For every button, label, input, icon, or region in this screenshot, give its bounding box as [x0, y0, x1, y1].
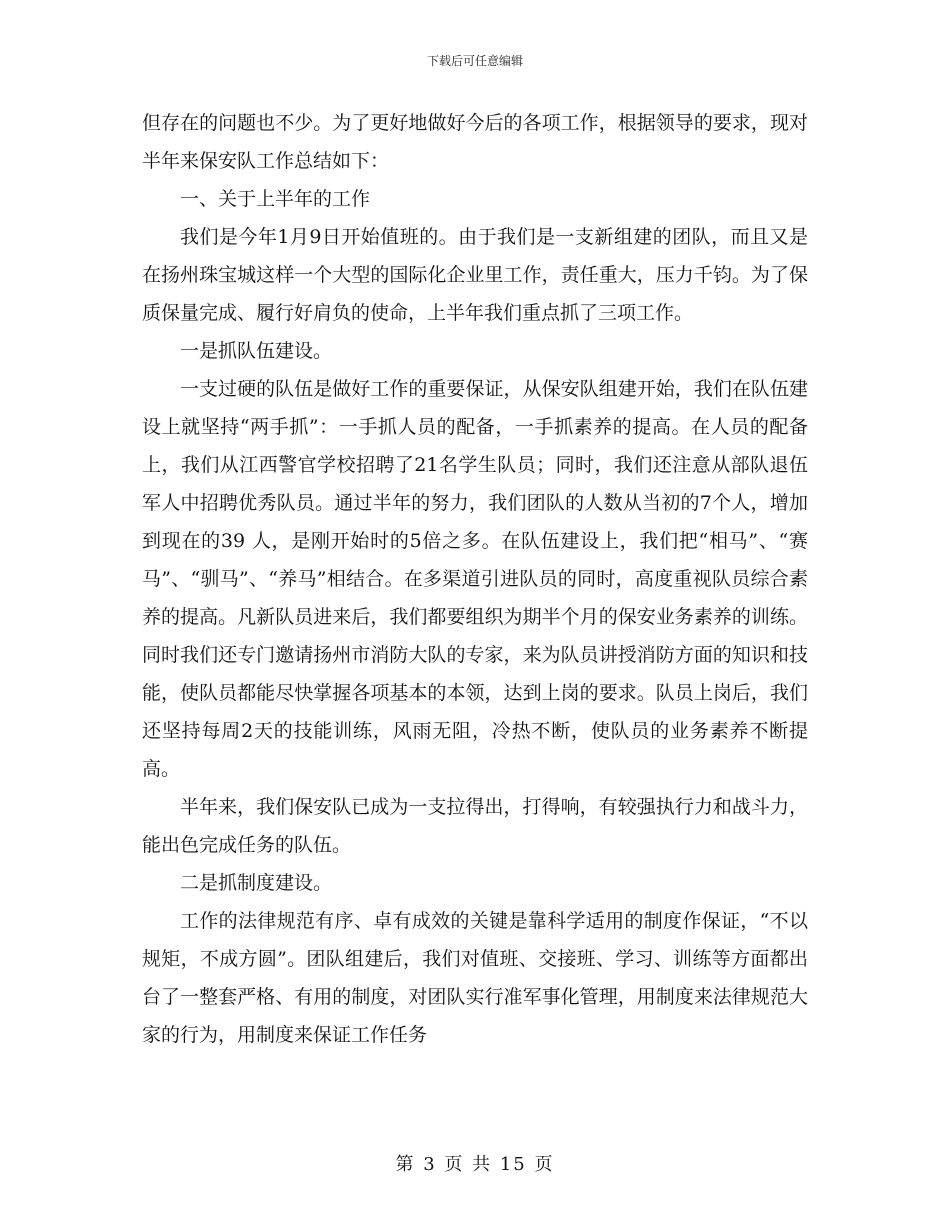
paragraph: 一支过硬的队伍是做好工作的重要保证，从保安队组建开始，我们在队伍建设上就坚持“两手抓”：一手抓人员的配备，一手抓素养的提高。在人员的配备上，我们从江西警官学校招聘了21名学生队员；同时，我们还注意从部队退伍军人中招聘优秀队员。通过半年的努力，我们团队的人数从当初的7个人，增加到现在的39 人，是刚开始时的5倍之多。在队伍建设上，我们把“相马”、“赛马”、“驯马”、“养马”相结合。在多渠道引进队员的同时，高度重视队员综合素养的提高。凡新队员进来后，我们都要组织为期半个月的保安业务素养的训练。同时我们还专门邀请扬州市消防大队的专家，来为队员讲授消防方面的知识和技能，使队员都能尽快掌握各项基本的本领，达到上岗的要求。队员上岗后，我们还坚持每周2天的技能训练，风雨无阻，冷热不断，使队员的业务素养不断提高。 — [142, 378, 808, 780]
paragraph: 半年来，我们保安队已成为一支拉得出，打得响，有较强执行力和战斗力，能出色完成任务的队伍。 — [142, 796, 808, 856]
section-heading: 一、关于上半年的工作 — [180, 188, 371, 210]
subsection-heading: 一是抓队伍建设。 — [180, 340, 333, 362]
paragraph-continued: 但存在的问题也不少。为了更好地做好今后的各项工作，根据领导的要求，现对半年来保安队工作总结如下： — [142, 112, 808, 172]
page-header-note: 下载后可任意编辑 — [426, 54, 523, 68]
subsection-heading: 二是抓制度建设。 — [180, 872, 333, 894]
paragraph: 我们是今年1月9日开始值班的。由于我们是一支新组建的团队，而且又是在扬州珠宝城这样一个大型的国际化企业里工作，责任重大，压力千钧。为了保质保量完成、履行好肩负的使命，上半年我们重点抓了三项工作。 — [142, 226, 808, 324]
paragraph: 工作的法律规范有序、卓有成效的关键是靠科学适用的制度作保证，“不以规矩，不成方圆”。团队组建后，我们对值班、交接班、学习、训练等方面都出台了一整套严格、有用的制度，对团队实行准军事化管理，用制度来法律规范大家的行为，用制度来保证工作任务 — [142, 910, 808, 1046]
document-body — [142, 104, 808, 1054]
page-number: 第 3 页 共 15 页 — [395, 1154, 555, 1175]
